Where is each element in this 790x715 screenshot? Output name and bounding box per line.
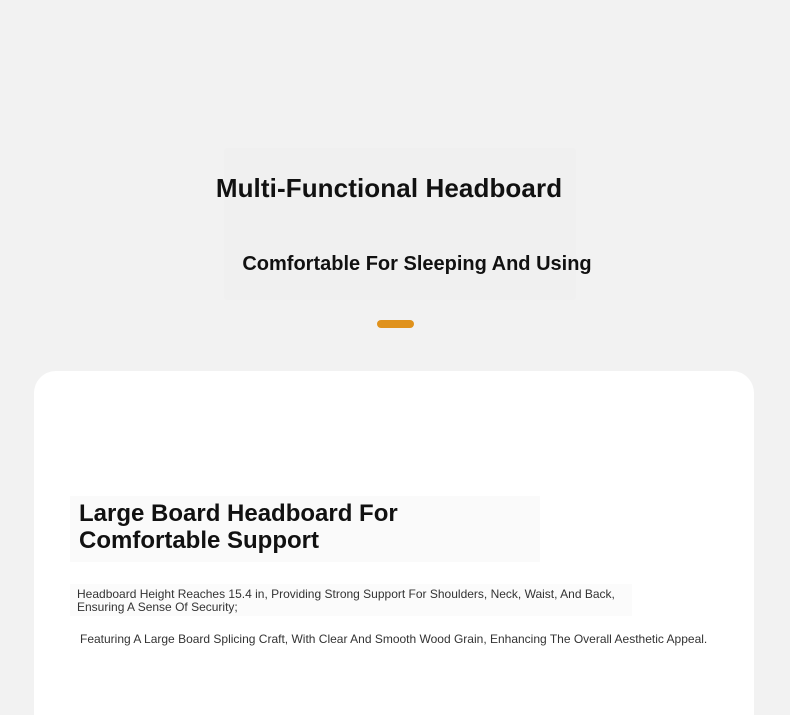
feature-description-1-line-2: Ensuring A Sense Of Security; bbox=[77, 600, 238, 614]
feature-description-2: Featuring A Large Board Splicing Craft, With Clear And Smooth Wood Grain, Enhancing The Overall Aesthetic Appeal. bbox=[80, 632, 708, 646]
feature-heading bbox=[79, 500, 499, 554]
feature-description-1 bbox=[77, 588, 627, 614]
feature-heading-line-2: Comfortable Support bbox=[79, 527, 319, 554]
feature-description-1-line-1: Headboard Height Reaches 15.4 in, Providing Strong Support For Shoulders, Neck, Waist, And Back, bbox=[77, 587, 615, 601]
hero-title: Multi-Functional Headboard bbox=[215, 173, 563, 203]
hero-background-panel bbox=[224, 148, 576, 300]
feature-heading-line-1: Large Board Headboard For bbox=[79, 500, 398, 527]
accent-divider bbox=[377, 320, 414, 328]
hero-subtitle: Comfortable For Sleeping And Using bbox=[242, 253, 592, 275]
